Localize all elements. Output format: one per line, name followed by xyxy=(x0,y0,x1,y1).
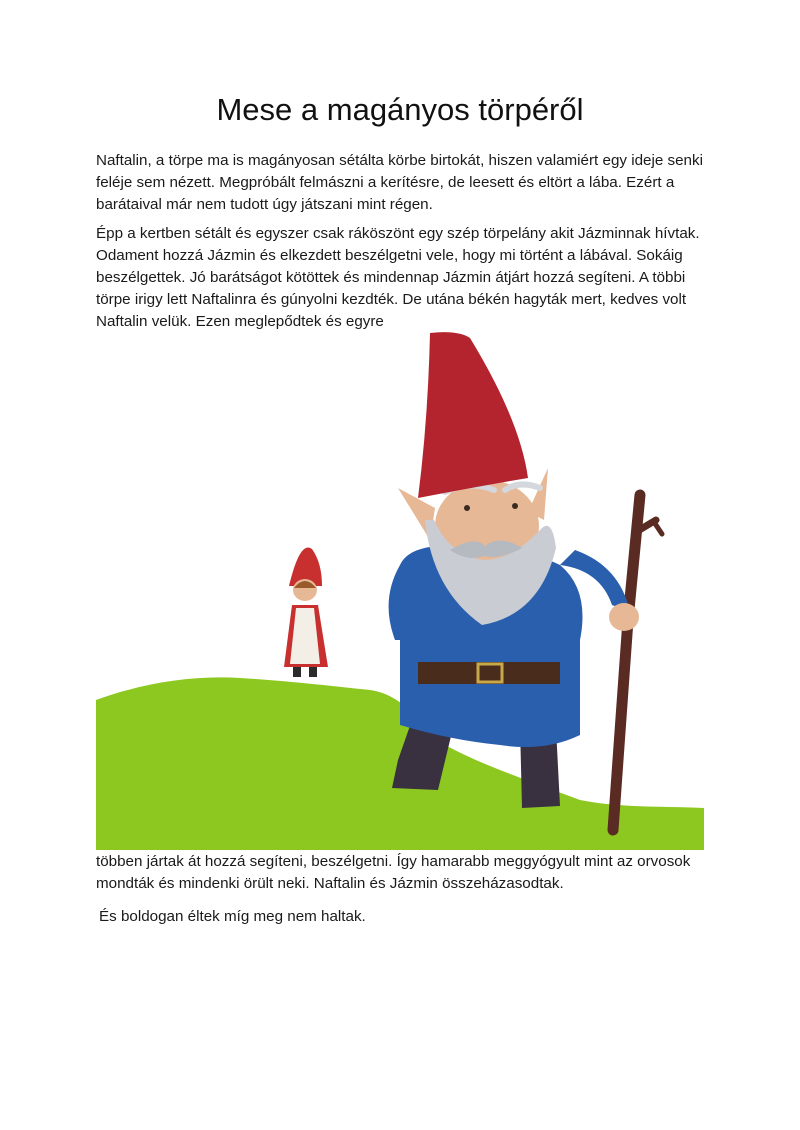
paragraph-line: többen jártak át hozzá segíteni, beszélgetni. Így hamarabb meggyógyult mint az orvosok xyxy=(96,853,691,870)
paragraph-line: Épp a kertben sétált és egyszer csak ráköszönt egy szép törpelány akit Jázminnak hívtak. xyxy=(96,225,700,242)
green-hill xyxy=(96,677,704,850)
paragraph-4 xyxy=(99,906,739,928)
paragraph-line: feléje sem nézett. Megpróbált felmászni a kerítésre, de leesett és eltört a lába. Ezért a xyxy=(96,174,675,191)
paragraph-line: Odament hozzá Jázmin és elkezdett beszélgetni vele, hogy mi történt a lábával. Sokáig xyxy=(96,247,683,264)
paragraph-1 xyxy=(96,150,736,216)
paragraph-line: És boldogan éltek míg meg nem haltak. xyxy=(99,908,366,925)
gnome-figure xyxy=(389,332,639,808)
paragraph-line: mondták és mindenki örült neki. Naftalin és Jázmin összeházasodtak. xyxy=(96,875,564,892)
paragraph-line: Naftalin velük. Ezen meglepődtek és egyre xyxy=(96,313,384,330)
paragraph-3 xyxy=(96,851,736,895)
girl-gnome-figure xyxy=(284,548,328,677)
paragraph-line: beszélgettek. Jó barátságot kötöttek és mindennap Jázmin átjárt hozzá segíteni. A többi xyxy=(96,269,686,286)
paragraph-line: törpe irigy lett Naftalinra és gúnyolni kezdték. De utána békén hagyták mert, kedves volt xyxy=(96,291,687,308)
page-title: Mese a magányos törpéről xyxy=(216,92,584,127)
paragraph-line: barátaival már nem tudott úgy játszani mint régen. xyxy=(96,196,433,213)
paragraph-2 xyxy=(96,223,736,333)
paragraph-line: Naftalin, a törpe ma is magányosan sétálta körbe birtokát, hiszen valamiért egy ideje senki xyxy=(96,152,703,169)
walking-stick xyxy=(613,495,662,830)
